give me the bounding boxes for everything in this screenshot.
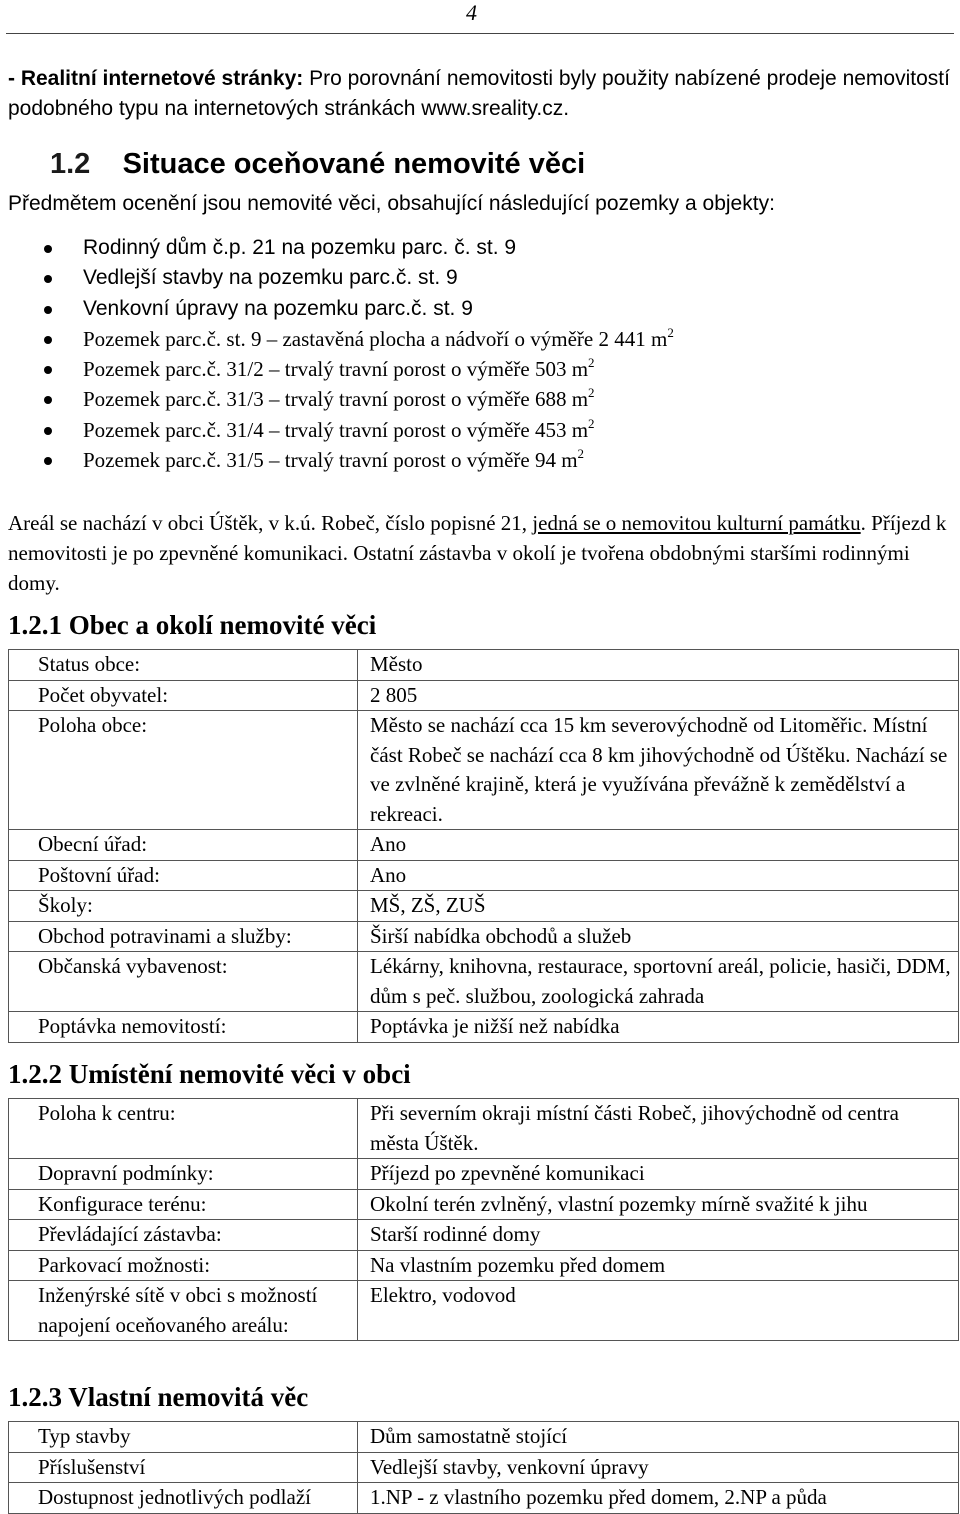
unit-superscript: 2 — [588, 385, 595, 401]
table-row — [9, 1422, 959, 1453]
row-label: Inženýrské sítě v obci s možností napojení oceňovaného areálu: — [9, 1281, 358, 1341]
row-value: Vedlejší stavby, venkovní úpravy — [358, 1452, 959, 1483]
location-table — [8, 1098, 959, 1341]
section-title: Situace oceňované nemovité věci — [122, 148, 586, 180]
row-label: Status obce: — [9, 650, 358, 681]
row-value: Starší rodinné domy — [358, 1220, 959, 1251]
table-row — [9, 921, 959, 952]
row-label: Příslušenství — [9, 1452, 358, 1483]
table-row — [9, 891, 959, 922]
row-label: Převládající zástavba: — [9, 1220, 358, 1251]
section-heading — [50, 148, 585, 181]
header-rule — [6, 33, 954, 34]
page-number: 4 — [466, 0, 477, 25]
table-row — [9, 860, 959, 891]
row-label: Obchod potravinami a služby: — [9, 921, 358, 952]
table-row — [9, 1483, 959, 1514]
list-item — [0, 263, 674, 293]
list-item-text: Pozemek parc.č. 31/5 – trvalý travní porost o výměře 94 m — [83, 448, 578, 473]
row-value: 1.NP - z vlastního pozemku před domem, 2.NP a půda — [358, 1483, 959, 1514]
table-row — [9, 1220, 959, 1251]
property-table — [8, 1421, 959, 1514]
list-item-text: Pozemek parc.č. 31/2 – trvalý travní porost o výměře 503 m — [83, 357, 589, 382]
table-row — [9, 680, 959, 711]
bullet-icon — [44, 427, 52, 435]
subsection-heading-3: 1.2.3 Vlastní nemovitá věc — [8, 1382, 309, 1412]
table-row — [9, 1189, 959, 1220]
subsection-heading-2: 1.2.2 Umístění nemovité věci v obci — [8, 1059, 411, 1089]
row-label: Typ stavby — [9, 1422, 358, 1453]
row-value: MŠ, ZŠ, ZUŠ — [358, 891, 959, 922]
row-label: Dopravní podmínky: — [9, 1159, 358, 1190]
row-value: 2 805 — [358, 680, 959, 711]
table-row — [9, 1281, 959, 1341]
section-number: 1.2 — [50, 148, 91, 180]
row-label: Dostupnost jednotlivých podlaží — [9, 1483, 358, 1514]
row-value: Lékárny, knihovna, restaurace, sportovní areál, policie, hasiči, DDM, dům s peč. službou, zoologická zahrada — [358, 952, 959, 1012]
property-list — [0, 233, 674, 475]
row-value: Na vlastním pozemku před domem — [358, 1250, 959, 1281]
table-row — [9, 1159, 959, 1190]
heritage-note: jedná se o nemovitou kulturní památku — [532, 511, 861, 535]
row-value: Poptávka je nižší než nabídka — [358, 1012, 959, 1043]
list-item-text: Venkovní úpravy na pozemku parc.č. st. 9 — [83, 296, 473, 320]
unit-superscript: 2 — [588, 415, 595, 431]
table-row — [9, 1250, 959, 1281]
area-text-a: Areál se nachází v obci Úštěk, v k.ú. Robeč, číslo popisné 21, — [8, 511, 533, 535]
table-row — [9, 1012, 959, 1043]
row-value: Ano — [358, 830, 959, 861]
row-value: Při severním okraji místní části Robeč, jihovýchodně od centra města Úštěk. — [358, 1099, 959, 1159]
row-label: Obecní úřad: — [9, 830, 358, 861]
area-description — [8, 508, 953, 598]
list-item-text: Rodinný dům č.p. 21 na pozemku parc. č. st. 9 — [83, 236, 517, 259]
list-item — [0, 324, 674, 354]
municipality-table — [8, 649, 959, 1043]
bullet-icon — [44, 336, 52, 344]
row-value: Město — [358, 650, 959, 681]
row-label: Občanská vybavenost: — [9, 952, 358, 1012]
bullet-icon — [44, 366, 52, 374]
row-value: Okolní terén zvlněný, vlastní pozemky mírně svažité k jihu — [358, 1189, 959, 1220]
list-item — [0, 445, 674, 475]
list-item-text: Pozemek parc.č. st. 9 – zastavěná plocha a nádvoří o výměře 2 441 m — [83, 326, 668, 351]
row-value: Ano — [358, 860, 959, 891]
row-label: Parkovací možnosti: — [9, 1250, 358, 1281]
list-item — [0, 415, 674, 445]
table-row — [9, 1099, 959, 1159]
intro-paragraph — [8, 64, 953, 124]
table-row — [9, 830, 959, 861]
list-item-text: Pozemek parc.č. 31/3 – trvalý travní porost o výměře 688 m — [83, 387, 589, 412]
bullet-icon — [44, 457, 52, 465]
row-label: Poloha obce: — [9, 711, 358, 830]
list-item — [0, 384, 674, 414]
section-lead: Předmětem ocenění jsou nemovité věci, obsahující následující pozemky a objekty: — [8, 192, 775, 215]
table-row — [9, 711, 959, 830]
table-row — [9, 952, 959, 1012]
row-value: Širší nabídka obchodů a služeb — [358, 921, 959, 952]
bullet-icon — [44, 275, 52, 283]
intro-text: Pro porovnání nemovitosti byly použity nabízené prodeje nemovitostí podobného typu na internetových stránkách www.sreality.cz. — [8, 67, 950, 120]
subsection-heading-1: 1.2.1 Obec a okolí nemovité věci — [8, 610, 377, 640]
bullet-icon — [44, 245, 52, 253]
list-item — [0, 354, 674, 384]
row-value: Elektro, vodovod — [358, 1281, 959, 1341]
list-item-text: Vedlejší stavby na pozemku parc.č. st. 9 — [83, 266, 458, 290]
row-label: Poloha k centru: — [9, 1099, 358, 1159]
row-label: Školy: — [9, 891, 358, 922]
table-row — [9, 1452, 959, 1483]
list-item — [0, 294, 674, 324]
bullet-icon — [44, 306, 52, 314]
row-label: Konfigurace terénu: — [9, 1189, 358, 1220]
row-value: Dům samostatně stojící — [358, 1422, 959, 1453]
row-value: Město se nachází cca 15 km severovýchodně od Litoměřic. Místní část Robeč se nachází cca 8 km jihovýchodně od Úštěku. Nachází se ve zvlněné krajině, která je využívána převážně k zemědělství a rekreaci. — [358, 711, 959, 830]
area-text-b: . Příjezd k nemovitosti je po zpevněné komunikaci. Ostatní zástavba v okolí je tvořena obdobnými staršími rodinnými domy. — [8, 511, 947, 595]
row-label: Poštovní úřad: — [9, 860, 358, 891]
row-label: Počet obyvatel: — [9, 680, 358, 711]
table-row — [9, 650, 959, 681]
unit-superscript: 2 — [667, 324, 674, 340]
intro-label: - Realitní internetové stránky: — [8, 67, 304, 90]
row-value: Příjezd po zpevněné komunikaci — [358, 1159, 959, 1190]
unit-superscript: 2 — [588, 355, 595, 371]
bullet-icon — [44, 396, 52, 404]
unit-superscript: 2 — [577, 446, 585, 462]
list-item-text: Pozemek parc.č. 31/4 – trvalý travní porost o výměře 453 m — [83, 417, 589, 442]
row-label: Poptávka nemovitostí: — [9, 1012, 358, 1043]
list-item — [0, 233, 674, 263]
